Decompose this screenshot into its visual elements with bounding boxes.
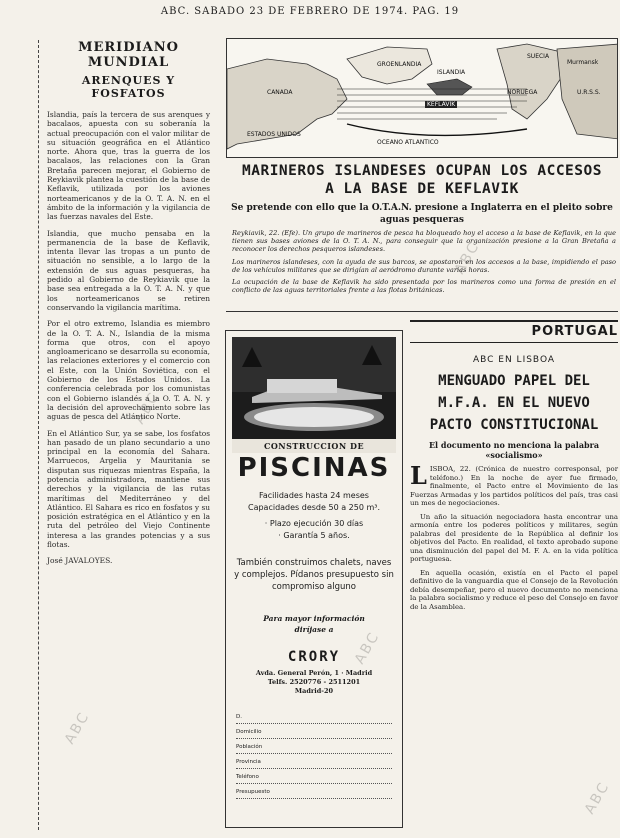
lede-paragraph: Reykiavik, 22. (Efe). Un grupo de marineros de pesca ha bloqueado hoy el acceso a la base de Keflavik, en la que tienen sus bases aviones de la O. T. A. N., para conseguir que la organización presione a la Gran Bretaña a reconocer los derechos pesqueros islandeses. [232,229,616,254]
headline-line-1: MARINEROS ISLANDESES OCUPAN LOS ACCESOS [242,163,602,179]
paragraph: En el Atlántico Sur, ya se sabe, los fosfatos han pasado de un plano secundario a uno principal en la economía del Sahara. Marruecos, Argelia y Mauritania se disputan sus riquezas mientras España, la potencia administradora, mantiene sus derechos y la vigilancia de las rutas marítimas del Mediterráneo y del Atlántico. El Sahara es rico en fosfatos y su posición estratégica en el Atlántico y en la ruta del petróleo del Viejo Continente interesa a las grandes potencias y a sus flotas. [47,428,210,550]
map-label-oceano: OCEANO ATLANTICO [377,139,439,146]
portugal-body [410,461,618,616]
paragraph [410,461,618,508]
article-subtitle: ARENQUES Y FOSFATOS [81,74,176,100]
ad-address-line: Telfs. 2520776 - 2511201 [267,678,361,686]
map-label-islandia: ISLANDIA [437,69,466,76]
map-label-noruega: NORUEGA [507,89,538,96]
pool-photo [232,337,396,439]
map-label-canada: CANADA [267,89,293,96]
ad-body: También construimos chalets, naves y complejos. Pídanos presupuesto sin compromiso alguno [234,558,394,592]
paragraph: Un año la situación negociadora hasta encontrar una armonía entre los poderes políticos y militares, según palabras del presidente de la República al definir los objetivos del Pacto. En realidad, el texto aprobado supone una disminución del papel del M. F. A. en la vida política portuguesa. [410,512,618,563]
watermark: ABC [131,388,163,428]
main-lede [232,229,616,298]
headline-line: PACTO CONSTITUCIONAL [429,417,599,433]
paragraph: En aquella ocasión, existía en el Pacto el papel definitivo de la vanguardia que el Consejo de la Revolución debía desempeñar, pero el nuevo documento no menciona la palabra socialismo y reduce el peso del Consejo en favor de la Asamblea. [410,568,618,611]
ad-headline: PISCINAS [237,453,391,483]
main-headline [226,162,618,198]
meridiano-column [38,40,210,830]
piscinas-advertisement [225,330,403,828]
headline-line: M.F.A. EN EL NUEVO [438,395,590,411]
page-header: ABC. SABADO 23 DE FEBRERO DE 1974. PAG. 19 [160,6,460,17]
paragraph: Islandia, país la tercera de sus arenques y bacalaos, apuesta con su soberanía la actual preocupación con el valor militar de su situación geográfica en el Atlántico norte. Ahora que, tras la guerra de los bacalaos, las relaciones con la Gran Bretaña parecen mejorar, el Gobierno de Reykiavik plantea la cuestión de la base de Keflavik, utilizada por los aviones norteamericanos y de la O. T. A. N. en el ámbito de la información y la vigilancia de las fuerzas navales del Este. [47,110,210,222]
form-field[interactable]: Población [236,741,392,754]
watermark: ABC [581,778,613,818]
ad-address-line: Madrid-20 [294,687,334,695]
map-label-urss: U.R.S.S. [577,89,601,96]
ad-info-line: Para mayor información [263,614,365,623]
portugal-kicker: ABC EN LISBOA [472,355,556,365]
author-signature: José JAVALOYES. [47,556,113,566]
ad-caption: CONSTRUCCION DE [232,439,396,453]
ad-address-line: Avda. General Perón, 1 · Madrid [255,669,373,677]
form-field[interactable]: D. [236,711,392,724]
paragraph: Islandia, que mucho pensaba en la permanencia de la base de Keflavik, intenta llevar las tropas a un punto de situación no sensible, a lo largo de la extensión de sus aguas pesqueras, ha pedido al Gobierno de Reykiavik que la base sea entregada a la O. T. A. N. y que los norteamericanos se retiren conservando la vigilancia marítima. [47,228,210,312]
portugal-section-header: PORTUGAL [410,320,618,343]
ad-brand: CRORY [287,649,341,665]
ad-line: · Plazo ejecución 30 días [264,519,364,528]
portugal-subtitle: El documento no menciona la palabra «socialismo» [428,440,600,460]
ad-address [234,669,394,696]
portugal-headline [410,370,618,436]
lede-paragraph: Los marineros islandeses, con la ayuda de sus barcos, se apostaron en los accesos a la base, impidiendo el paso de los vehículos militares que se dirigían al aeródromo durante varias horas. [232,257,616,274]
main-subhead: Se pretende con ello que la O.T.A.N. presione a Inglaterra en el pleito sobre aguas pesqueras [231,203,613,225]
watermark: ABC [451,238,483,278]
map-label-groenlandia: GROENLANDIA [377,61,422,68]
map-label-suecia: SUECIA [527,53,550,60]
lede-paragraph: La ocupación de la base de Keflavik ha sido presentada por los marineros como una forma de presión en el conflicto de las aguas territoriales frente a las flotas británicas. [232,278,616,295]
form-field[interactable]: Teléfono [236,771,392,784]
headline-line-2: A LA BASE DE KEFLAVIK [325,181,519,197]
ad-info-line: diríjase a [294,625,334,634]
form-field[interactable]: Provincia [236,756,392,769]
map-label-murmansk: Murmansk [567,59,599,66]
ad-line: · Garantía 5 años. [278,531,350,540]
coupon-form [236,711,392,801]
map-label-keflavik: KEFLAVIK [427,101,456,108]
ad-line: Facilidades hasta 24 meses [259,491,369,500]
watermark: ABC [351,628,383,668]
map-label-estados-unidos: ESTADOS UNIDOS [247,131,301,138]
paragraph: Por el otro extremo, Islandia es miembro de la O. T. A. N., Islandia de la misma forma que otros, con el apoyo angloamericano se desarrolla su economía, las relaciones exteriores y el comercio con el Este, con la Unión Soviética, con el Gobierno de los Estados Unidos. La conferencia celebrada por los comunistas con el Gobierno islandés a la O. T. A. N. y la decisión del aprovechamiento sobre las aguas de pesca del Atlántico Norte. [47,319,210,422]
section-title: MERIDIANO MUNDIAL [78,40,179,70]
ad-line: Capacidades desde 50 a 250 m³. [247,503,380,512]
form-field[interactable]: Presupuesto [236,786,392,799]
north-atlantic-map [226,38,618,158]
divider [226,311,618,312]
paragraph-text: ISBOA, 22. (Crónica de nuestro corresponsal, por teléfono.) En la noche de ayer fue firmado, finalmente, el Pacto entre el Movimiento de las Fuerzas Armadas y los partidos políticos del país, tras casi un mes de negociaciones. [410,465,618,507]
watermark: ABC [61,708,93,748]
headline-line: MENGUADO PAPEL DEL [438,373,590,389]
form-field[interactable]: Domicilio [236,726,392,739]
dropcap: L [410,461,427,490]
